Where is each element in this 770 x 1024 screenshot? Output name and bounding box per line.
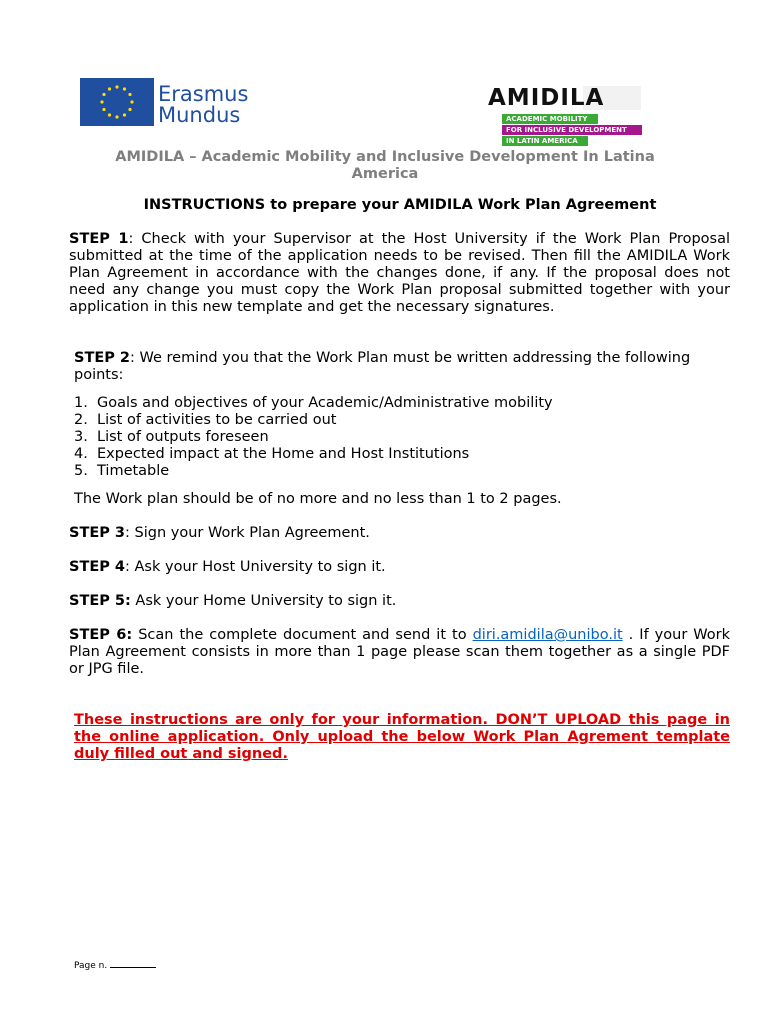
- pages-note: The Work plan should be of no more and no less than 1 to 2 pages.: [74, 491, 562, 507]
- list-item-number: 3.: [74, 429, 88, 445]
- step-1-label: STEP 1: [69, 231, 129, 247]
- step-6-label: STEP 6:: [69, 627, 133, 643]
- step-4-paragraph: [69, 559, 730, 576]
- step-2-label: STEP 2: [74, 350, 131, 366]
- step-1-paragraph: [69, 231, 730, 316]
- upload-warning: These instructions are only for your information. DON’T UPLOAD this page in the online application. Only upload the below Work Plan Agrement template duly filled out and signed.: [74, 712, 730, 762]
- amidila-logo-bar-inclusive: FOR INCLUSIVE DEVELOPMENT: [502, 125, 642, 135]
- amidila-logo: [488, 86, 642, 150]
- step-3-paragraph: [69, 525, 730, 542]
- list-item-text: List of outputs foreseen: [97, 429, 269, 445]
- step-6-text-after: . If your Work Plan Agreement consists in more than 1 page please scan them together as a single PDF or JPG file.: [69, 627, 730, 677]
- page-number-blank: [110, 958, 156, 968]
- page-number-label: Page n.: [74, 961, 108, 971]
- list-item: [74, 412, 694, 429]
- eu-flag-icon: [80, 78, 154, 126]
- list-item-number: 1.: [74, 395, 88, 411]
- amidila-logo-word: AMIDILA: [488, 85, 605, 111]
- step-6-text-before: Scan the complete document and send it to: [132, 627, 473, 643]
- step-5-text: Ask your Home University to sign it.: [130, 593, 397, 609]
- amidila-logo-bar-latin: IN LATIN AMERICA: [502, 136, 588, 146]
- work-plan-points-list: [74, 395, 694, 480]
- list-item-text: Goals and objectives of your Academic/Administrative mobility: [97, 395, 553, 411]
- list-item-text: List of activities to be carried out: [97, 412, 337, 428]
- list-item: [74, 463, 694, 480]
- step-4-label: STEP 4: [69, 559, 126, 575]
- list-item-number: 4.: [74, 446, 88, 462]
- list-item-number: 2.: [74, 412, 88, 428]
- list-item: [74, 446, 694, 463]
- step-6-paragraph: [69, 627, 730, 678]
- erasmus-logo-line1: Erasmus: [158, 82, 249, 106]
- list-item: [74, 429, 694, 446]
- amidila-logo-bar-academic: ACADEMIC MOBILITY: [502, 114, 598, 124]
- step-1-text: : Check with your Supervisor at the Host University if the Work Plan Proposal submitted at the time of the application needs to be revised. Then fill the AMIDILA Work Plan Agreement in accordance with the changes done, if any. If the proposal does not need any change you must copy the Work Plan proposal submitted together with your application in this new template and get the necessary signatures.: [69, 231, 730, 315]
- step-2-text: : We remind you that the Work Plan must be written addressing the following points:: [74, 350, 691, 383]
- document-title: AMIDILA – Academic Mobility and Inclusive Development In Latina America: [115, 149, 655, 182]
- erasmus-mundus-logo: [158, 84, 248, 126]
- step-3-text: : Sign your Work Plan Agreement.: [125, 525, 370, 541]
- erasmus-logo-line2: Mundus: [158, 103, 241, 127]
- list-item-text: Timetable: [97, 463, 170, 479]
- page-number-footer: [74, 958, 156, 972]
- step-5-paragraph: [69, 593, 730, 610]
- list-item-number: 5.: [74, 463, 88, 479]
- step-2-paragraph: [74, 350, 694, 384]
- step-4-text: : Ask your Host University to sign it.: [125, 559, 386, 575]
- list-item: [74, 395, 694, 412]
- instructions-heading: INSTRUCTIONS to prepare your AMIDILA Work Plan Agreement: [143, 197, 657, 213]
- step-3-label: STEP 3: [69, 525, 126, 541]
- step-5-label: STEP 5:: [69, 593, 131, 609]
- email-link[interactable]: diri.amidila@unibo.it: [472, 627, 623, 643]
- list-item-text: Expected impact at the Home and Host Institutions: [97, 446, 470, 462]
